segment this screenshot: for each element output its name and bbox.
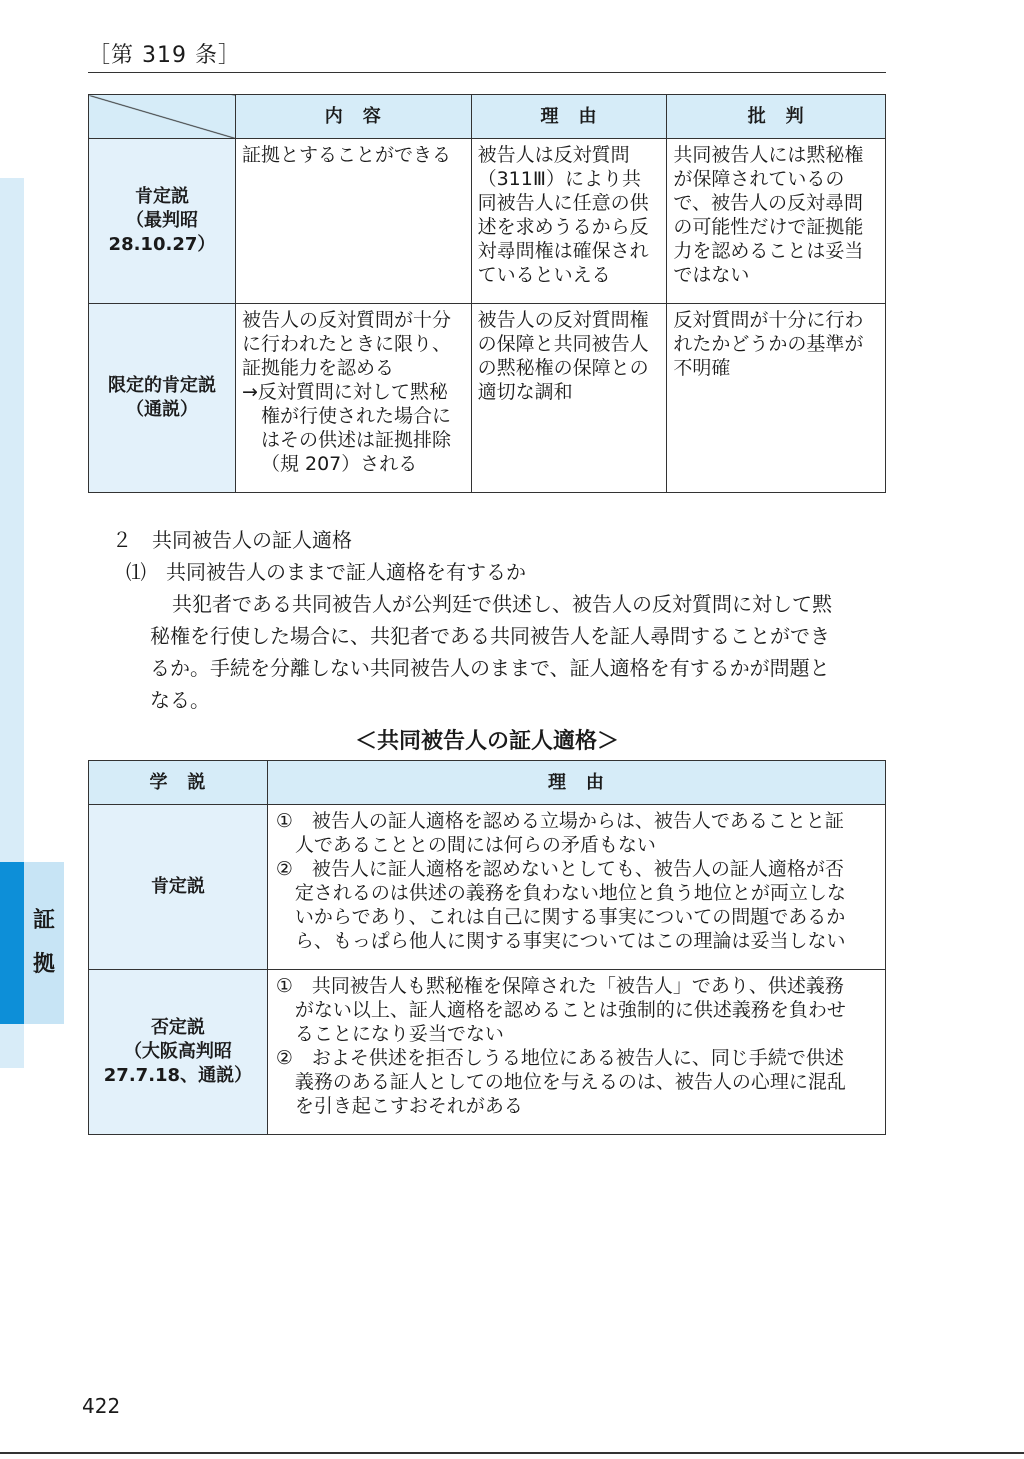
reason-cell: 被告人は反対質問 （311Ⅲ）により共 同被告人に任意の供 述を求めうるから反 対尋問権は確保され ているといえる [471,139,667,304]
table-title: ＜共同被告人の証人適格＞ [354,729,619,754]
column-header: 学 説 [89,761,268,805]
critique-cell: 反対質問が十分に行わ れたかどうかの基準が 不明確 [667,304,886,493]
column-header: 理 由 [471,95,667,139]
header-title: ［第 319 条］ [88,43,241,68]
theory-table [88,94,886,493]
header-rule [88,72,886,73]
subsection-heading: ⑴ 共同被告人のままで証人適格を有するか [126,560,526,584]
reason-cell: ① 被告人の証人適格を認める立場からは、被告人であることと証 人であることとの間には何らの矛盾もない ② 被告人に証人適格を認めないとしても、被告人の証人適格が否 定されるのは供述の義務を負わない地位と負う地位とが両立しな いからであり、これは自己に関する事実についての問題であるか ら、もっぱら他人に関する事実についてはこの理論は妥当しない [267,805,885,970]
corner-cell [89,95,236,139]
reason-cell: ① 共同被告人も黙秘権を保障された「被告人」であり、供述義務 がない以上、証人適格を認めることは強制的に供述義務を負わせ ることになり妥当でない ② およそ供述を拒否しうる地位にある被告人に、同じ手続で供述 義務のある証人としての地位を与えるのは、被告人の心理に混乱 を引き起こすおそれがある [267,970,885,1135]
chapter-char: 拠 [32,952,55,977]
row-header: 限定的肯定説 （通説） [89,304,236,493]
table-row [89,139,886,304]
table-row [89,970,886,1135]
chapter-tab [0,862,64,1024]
column-header: 批 判 [667,95,886,139]
body-paragraph: 共犯者である共同被告人が公判廷で供述し、被告人の反対質問に対して黙 秘権を行使した場合に、共犯者である共同被告人を証人尋問することができ るか。手続を分離しない共同被告人のままで、証人適格を有するかが問題と なる。 [150,592,832,712]
content-cell: 被告人の反対質問が十分 に行われたときに限り、 証拠能力を認める →反対質問に対して黙秘 権が行使された場合に はその供述は証拠排除 （規 207）される [235,304,471,493]
page-number: 422 [82,1394,121,1418]
table-row [89,304,886,493]
chapter-tab-label [24,862,64,1024]
section-heading: ２ 共同被告人の証人適格 [112,528,352,552]
bottom-rule [0,1452,1024,1454]
column-header: 内 容 [235,95,471,139]
critique-cell: 共同被告人には黙秘権 が保障されているの で、被告人の反対尋問 の可能性だけで証拠能 力を認めることは妥当 ではない [667,139,886,304]
row-header: 否定説 （大阪高判昭 27.7.18、通説） [89,970,268,1135]
witness-table [88,760,886,1135]
chapter-char: 証 [32,908,55,933]
reason-cell: 被告人の反対質問権 の保障と共同被告人 の黙秘権の保障との 適切な調和 [471,304,667,493]
table-row [89,805,886,970]
row-header: 肯定説 [89,805,268,970]
content-cell: 証拠とすることができる [235,139,471,304]
column-header: 理 由 [267,761,885,805]
row-header: 肯定説 （最判昭 28.10.27） [89,139,236,304]
